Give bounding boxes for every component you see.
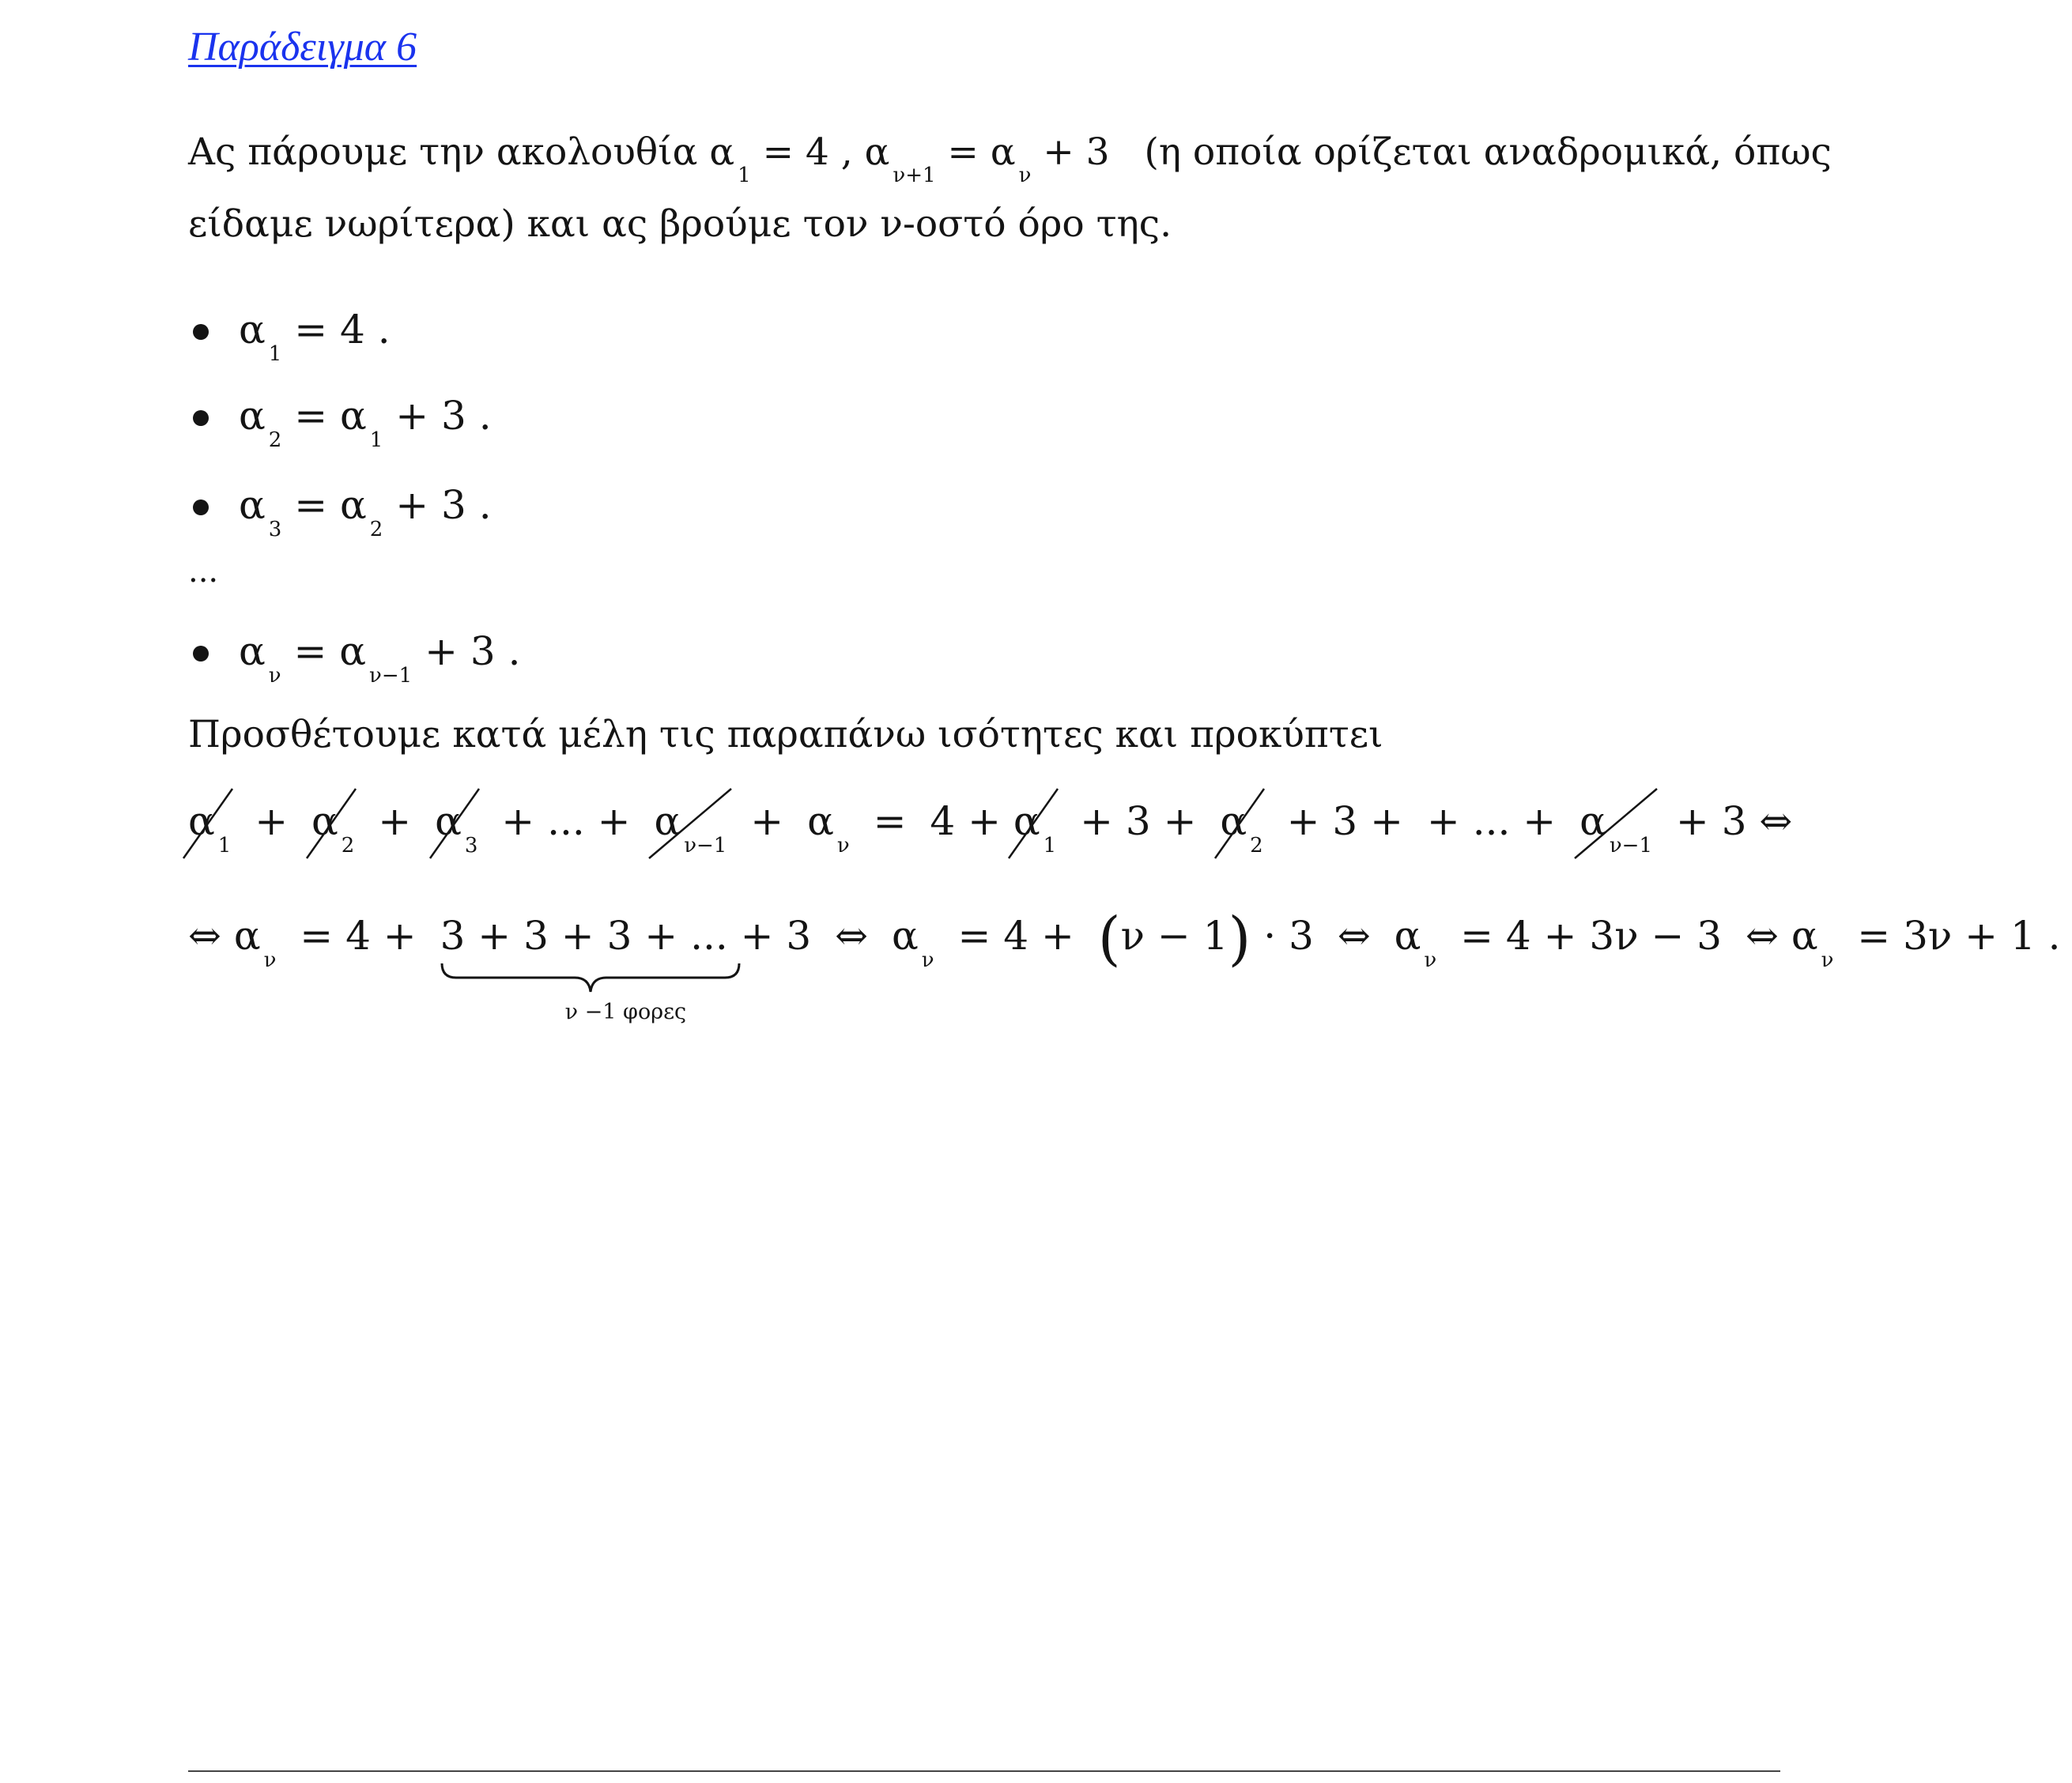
sum-sentence: Προσθέτουμε κατά μέλη τις παραπάνω ισότητες και προκύπτει [188, 713, 1383, 756]
expanded-rhs: = 4 + 3ν − 3 [1460, 913, 1723, 959]
equals-four: = 4 , [762, 130, 853, 174]
subscript: ν [1821, 948, 1834, 972]
equals-four-plus: = 4 + [957, 913, 1074, 959]
alpha-symbol: α [239, 628, 266, 674]
bullet-dot-icon [193, 646, 209, 662]
underbrace-icon [440, 962, 741, 993]
plus-three-iff: + 3 ⇔ [1675, 798, 1793, 844]
subscript: 1 [738, 164, 751, 187]
nu-minus-one: ν − 1 [1120, 913, 1228, 959]
brace-body: 3 + 3 + 3 + ... + 3 [440, 913, 812, 959]
subscript: ν [1424, 948, 1437, 972]
final-result: = 3ν + 1 . [1857, 913, 2061, 959]
subscript: ν [836, 834, 850, 858]
underbrace-group [440, 913, 812, 1024]
paren-open: ( [1097, 905, 1121, 973]
subscript: 1 [268, 342, 282, 366]
subscript: ν [921, 948, 934, 972]
alpha-symbol: α [435, 798, 462, 844]
four-plus: 4 + [930, 798, 1001, 844]
tail: + 3 . [395, 393, 492, 439]
alpha-symbol: α [239, 307, 266, 352]
final-equation [188, 905, 2072, 1024]
subscript: ν [268, 664, 281, 688]
tail: + 3 . [395, 482, 492, 528]
alpha-symbol: α [864, 130, 890, 174]
rhs: = 4 . [294, 307, 391, 352]
subscript: ν [1018, 164, 1032, 187]
alpha-symbol: α [1791, 913, 1818, 959]
tail: + 3 . [425, 628, 521, 674]
intro-line-2: είδαμε νωρίτερα) και ας βρούμε τον ν-οστό όρο της. [188, 202, 1172, 246]
plus-sign: + [255, 798, 289, 844]
iff-symbol: ⇔ [188, 913, 221, 959]
equals-sign: = [947, 130, 979, 174]
cancel-stroke [307, 789, 362, 860]
footer-divider [188, 1770, 1780, 1772]
three-plus: + 3 + [1080, 798, 1197, 844]
ellipsis-plus: + ... + [1426, 798, 1557, 844]
rhs: = α [294, 482, 367, 528]
rhs: = α [293, 628, 367, 674]
cancel-stroke [649, 789, 736, 860]
alpha-symbol: α [891, 913, 919, 959]
bullet-dot-icon [193, 410, 209, 426]
cancelled-term [1220, 798, 1263, 858]
cancel-stroke [1215, 789, 1270, 860]
subscript: 3 [268, 518, 282, 541]
plus-sign: + [378, 798, 412, 844]
alpha-symbol: α [1579, 798, 1606, 844]
equals-four-plus: = 4 + [300, 913, 417, 959]
subscript: 1 [217, 834, 232, 858]
cancelled-term [435, 798, 478, 858]
intro-text-1: Ας πάρουμε την ακολουθία [188, 130, 698, 174]
subscript: 1 [1043, 834, 1057, 858]
subscript: ν−1 [1609, 834, 1652, 858]
alpha-symbol: α [709, 130, 735, 174]
subscript: ν [263, 948, 277, 972]
alpha-symbol: α [1013, 798, 1040, 844]
alpha-symbol: α [311, 798, 338, 844]
three-plus: + 3 + [1286, 798, 1404, 844]
cancelled-term [188, 798, 232, 858]
subscript: 3 [464, 834, 478, 858]
cancelled-term [311, 798, 355, 858]
alpha-symbol: α [807, 798, 834, 844]
ellipsis-plus: + ... + [501, 798, 631, 844]
intro-text-2: (η οποία ορίζεται αναδρομικά, όπως [1144, 130, 1832, 174]
cancel-stroke [1009, 789, 1064, 860]
plus-three: + 3 [1043, 130, 1110, 174]
subscript: ν+1 [893, 164, 936, 187]
subscript: 2 [1250, 834, 1263, 858]
bullet-dot-icon [193, 499, 209, 515]
alpha-symbol: α [233, 913, 261, 959]
cancelled-term [1013, 798, 1057, 858]
alpha-symbol: α [1220, 798, 1247, 844]
subscript: ν−1 [369, 664, 413, 688]
paren-close: ) [1228, 905, 1251, 973]
brace-label: ν −1 φορες [564, 1000, 687, 1024]
alpha-symbol: α [188, 798, 215, 844]
subscript: ν−1 [684, 834, 727, 858]
subscript: 2 [369, 518, 383, 541]
alpha-symbol: α [239, 393, 266, 439]
iff-symbol: ⇔ [1337, 913, 1371, 959]
iff-symbol: ⇔ [835, 913, 869, 959]
alpha-symbol: α [990, 130, 1016, 174]
example-title-link[interactable]: Παράδειγμα 6 [188, 25, 417, 70]
equals-sign: = [873, 798, 907, 844]
subscript: 1 [369, 428, 383, 452]
subscript: 2 [341, 834, 355, 858]
alpha-symbol: α [654, 798, 681, 844]
cancel-stroke [183, 789, 239, 860]
bullet-dot-icon [193, 324, 209, 340]
alpha-symbol: α [1394, 913, 1421, 959]
cancel-stroke [1575, 789, 1662, 860]
alpha-symbol: α [239, 482, 266, 528]
rhs: = α [294, 393, 367, 439]
times-three: · 3 [1263, 913, 1314, 959]
cancel-stroke [430, 789, 485, 860]
ellipsis: ... [188, 553, 219, 590]
plus-sign: + [750, 798, 784, 844]
subscript: 2 [268, 428, 282, 452]
iff-symbol: ⇔ [1746, 913, 1779, 959]
